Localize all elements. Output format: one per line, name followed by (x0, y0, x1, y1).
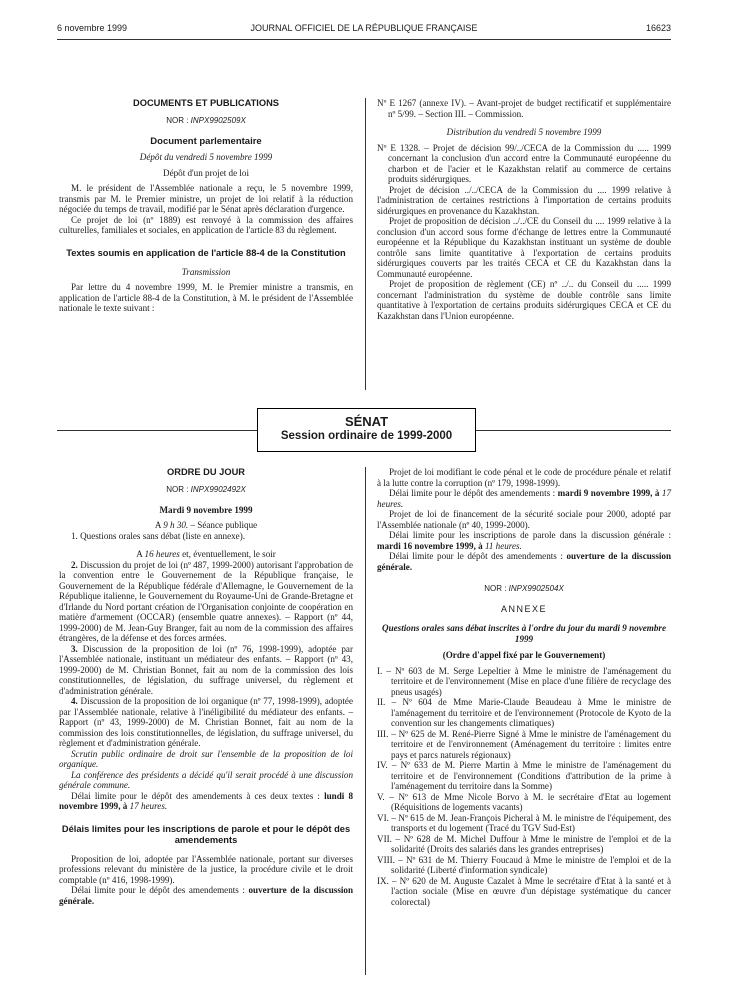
delais-title: Délais limites pour les inscriptions de parole et pour le dépôt des amendements (61, 823, 351, 845)
deadline: Délai limite pour le dépôt des amendements : ouverture de la discussion générale. (377, 551, 671, 572)
paragraph: Projet de loi de financement de la sécurité sociale pour 2000, adopté par l'Assemblée nationale (nº 40, 1999-2000). (377, 509, 671, 530)
section-title-ordre-du-jour: ORDRE DU JOUR (167, 467, 245, 477)
transmission-label: Transmission (181, 266, 231, 277)
page-header (57, 23, 671, 37)
textes-soumis-title: Textes soumis en application de l'article 88-4 de la Constitution (66, 247, 346, 258)
texts-column (377, 98, 671, 321)
senat-banner (257, 408, 476, 452)
questions-title: Questions orales sans débat inscrites à l'ordre du jour du mardi 9 novembre 1999 (382, 623, 666, 644)
header-date: 6 novembre 1999 (57, 23, 128, 33)
question-item: II. – Nº 604 de Mme Marie-Claude Beaudeau à Mme le ministre de l'aménagement du territoire et de l'environnement (Protocole de Kyoto de la convention sur les changements climatiques) (377, 697, 671, 728)
nor-reference (377, 584, 671, 595)
ordre-appel: (Ordre d'appel fixé par le Gouvernement) (442, 650, 606, 660)
section-title-documents: DOCUMENTS ET PUBLICATIONS (133, 98, 279, 108)
paragraph: Projet de loi modifiant le code pénal et le code de procédure pénale et relatif à la lutte contre la corruption (nº 179, 1998-1999). (377, 467, 671, 488)
nor-reference (59, 116, 353, 127)
agenda-item: 2. Discussion du projet de loi (nº 487, 1999-2000) autorisant l'approbation de la convention entre le Gouvernement de la République française, le Gouvernement de la République fédérale d'Allemagne, le Gouvernement de la République italienne, le Gouvernement du Royaume-Uni de Grande-Bretagne et d'Irlande du Nord portant création de l'Organisation conjointe de coopération en matière d'armement (OCCAR) (ensemble quatre annexes). – Rapport (nº 44, 1999-2000) de M. Jean-Guy Branger, fait au nom de la commission des affaires étrangères, de la défense et des forces armées. (59, 559, 354, 643)
nor-label: NOR : (484, 584, 507, 593)
documents-column (59, 98, 353, 314)
question-item: VII. – Nº 628 de M. Michel Duffour à Mme le ministre de l'emploi et de la solidarité (Droits des salariés dans les grandes entreprises) (377, 833, 671, 854)
question-item: VIII. – Nº 631 de M. Thierry Foucaud à Mme le ministre de l'emploi et de la solidarité (Liberté d'information syndicale) (377, 854, 671, 875)
annexe-heading: ANNEXE (500, 603, 547, 614)
nor-reference (59, 485, 353, 496)
question-item: V. – Nº 613 de Mme Nicole Borvo à M. le secrétaire d'Etat au logement (Réquisitions de logements vacants) (377, 791, 671, 812)
morning-time: A 9 h 30. – Séance publique (154, 520, 258, 530)
questions-list (377, 666, 671, 908)
agenda-item: 4. Discussion de la proposition de loi organique (nº 77, 1998-1999), adoptée par l'Assemblée nationale, relative à l'inéligibilité du médiateur des enfants. – Rapport (nº 43, 1999-2000) de M. Christian Bonnet, fait au nom de la commission des lois constitutionnelles, de législation, du suffrage universel, du règlement et d'administration générale. (59, 696, 353, 748)
paragraph: Projet de proposition de règlement (CE) nº ../.. du Conseil du ..... 1999 concernant l'administration du système de double contrôle sans limite quantitative à l'exportation de certains produits sidérurgiques CECA et CE du Kazakhstan dans l'Union européenne. (377, 279, 671, 321)
nor-label: NOR : (166, 485, 189, 494)
questions-column (377, 467, 671, 907)
paragraph: M. le président de l'Assemblée nationale a reçu, le 5 novembre 1999, transmis par M. le Premier ministre, un projet de loi relatif à la réduction négociée du temps de travail, modifié par le Sénat après déclaration d'urgence. (59, 183, 353, 214)
header-title: JOURNAL OFFICIEL DE LA RÉPUBLIQUE FRANÇAISE (250, 23, 478, 33)
column-divider (365, 98, 366, 390)
header-rule (57, 39, 671, 40)
depot-subtitle: Dépôt d'un projet de loi (163, 167, 249, 178)
paragraph: Projet de décision ../../CECA de la Commission du .... 1999 relative à l'administration de certaines restrictions à l'importation de certains produits sidérurgiques en provenance du Kazakhstan. (377, 184, 671, 216)
session-day: Mardi 9 novembre 1999 (159, 504, 253, 515)
paragraph: Nº E 1267 (annexe IV). – Avant-projet de budget rectificatif et supplémentaire nº 5/99. – Section III. – Commission. (377, 98, 671, 119)
deadline: Délai limite pour le dépôt des amendements à ces deux textes : lundi 8 novembre 1999, à 17 heures. (59, 790, 353, 811)
deadline: Délai limite pour le dépôt des amendements : mardi 9 novembre 1999, à 17 heures. (377, 488, 671, 509)
paragraph: Proposition de loi, adoptée par l'Assemblée nationale, portant sur diverses professions relevant du ministère de la justice, la procédure civile et le droit comptable (nº 416, 1998-1999). (59, 853, 353, 885)
nor-label: NOR : (166, 116, 189, 125)
afternoon-time: A 16 heures et, éventuellement, le soir (136, 549, 276, 559)
banner-session: Session ordinaire de 1999-2000 (280, 430, 453, 442)
nor-code: INPX9902504X (508, 584, 564, 593)
question-item: I. – Nº 603 de M. Serge Lepeltier à Mme le ministre de l'aménagement du territoire et de l'environnement (Mise en place d'une filière de recyclage des pneus usagés) (377, 665, 671, 697)
paragraph: Ce projet de loi (nº 1889) est renvoyé à la commission des affaires culturelles, familiales et sociales, en application de l'article 83 du règlement. (59, 214, 353, 235)
banner-senat: SÉNAT (344, 414, 389, 429)
question-item: III. – Nº 625 de M. René-Pierre Signé à Mme le ministre de l'aménagement du territoire et de l'environnement (Aménagement du territoire : limites entre pays et parcs naturels régionaux) (377, 728, 671, 760)
agenda-item: 1. Questions orales sans débat (liste en annexe). (71, 530, 245, 541)
paragraph: Nº E 1328. – Projet de décision 99/../CECA de la Commission du ..... 1999 concernant la conclusion d'un accord entre la Communauté européenne du charbon et de l'acier et le Kazakhstan relatif au commerce de certains produits sidérurgiques. (377, 142, 671, 184)
question-item: IV. – Nº 633 de M. Pierre Martin à Mme le ministre de l'aménagement du territoire et de l'environnement (Conditions d'attribution de la prime à l'aménagement du territoire dans la Somme) (377, 760, 671, 791)
ordre-du-jour-column (59, 467, 353, 906)
nor-code: INPX9902509X (190, 116, 246, 125)
conference-note: La conférence des présidents a décidé qu'il serait procédé à une discussion générale commune. (59, 769, 353, 790)
paragraph: Par lettre du 4 novembre 1999, M. le Premier ministre a transmis, en application de l'article 88-4 de la Constitution, à M. le président de l'Assemblée nationale le texte suivant : (59, 282, 353, 313)
paragraph: Projet de proposition de décision ../../CE du Conseil du .... 1999 relative à la conclusion d'un accord sous forme d'échange de lettres entre la Communauté européenne et la République du Kazakhstan instituant un système de double contrôle sans limite quantitative à l'exportation de certains produits sidérurgiques couverts par les traités CECA et CE du Kazakhstan dans la Communauté européenne. (377, 216, 671, 279)
column-divider (365, 467, 366, 975)
depot-date: Dépôt du vendredi 5 novembre 1999 (139, 152, 273, 162)
distribution-date: Distribution du vendredi 5 novembre 1999 (446, 127, 602, 137)
agenda-item: 3. Discussion de la proposition de loi (nº 76, 1998-1999), adoptée par l'Assemblée nationale, instituant un médiateur des enfants. – Rapport (nº 43, 1999-2000) de M. Christian Bonnet, fait au nom de la commission des lois constitutionnelles, de législation, du suffrage universel, du règlement et d'administration générale. (59, 643, 353, 696)
question-item: IX. – Nº 620 de M. Auguste Cazalet à Mme le secrétaire d'Etat à la santé et à l'action sociale (Mise en œuvre d'un dépistage systématique du cancer colorectal) (377, 875, 671, 907)
scrutin-note: Scrutin public ordinaire de droit sur l'ensemble de la proposition de loi organique. (59, 748, 353, 769)
document-parlementaire-title: Document parlementaire (150, 135, 262, 147)
nor-code: INPX9902492X (190, 485, 246, 494)
header-page-number: 16623 (645, 23, 671, 33)
deadline: Délai limite pour les inscriptions de parole dans la discussion générale : mardi 16 novembre 1999, à 11 heures. (377, 530, 671, 551)
deadline: Délai limite pour le dépôt des amendements : ouverture de la discussion générale. (59, 885, 353, 906)
question-item: VI. – Nº 615 de M. Jean-François Picheral à M. le ministre de l'équipement, des transports et du logement (Tracé du TGV Sud-Est) (377, 812, 671, 833)
